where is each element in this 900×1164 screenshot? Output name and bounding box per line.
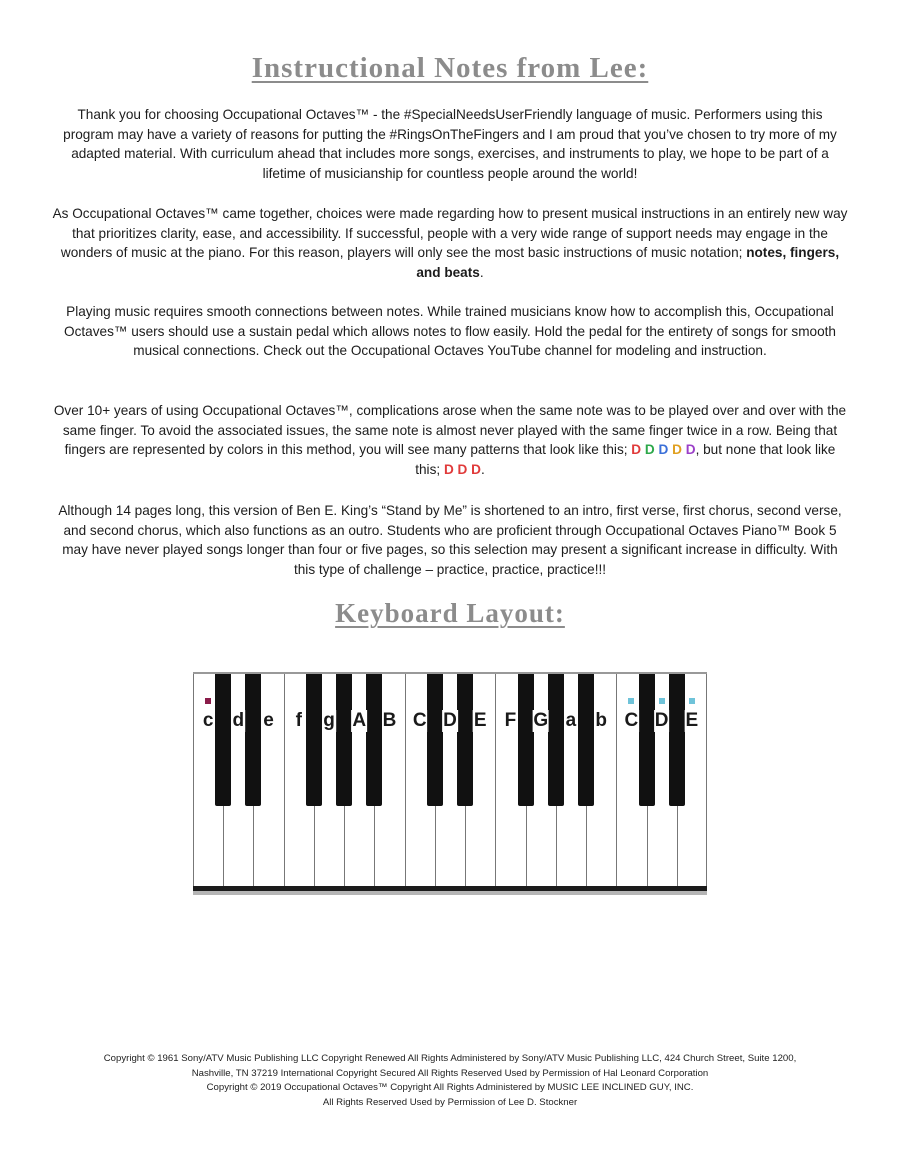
bad-pattern-letter: D <box>443 461 454 477</box>
black-key <box>518 674 534 806</box>
copyright-line: All Rights Reserved Used by Permission of Lee D. Stockner <box>322 1096 578 1108</box>
notation-end: . <box>479 264 484 280</box>
song-length-paragraph: Although 14 pages long, this version of Ben E. King’s “Stand by Me” is shortened to an intro, first verse, first chorus, second verse, and second chorus, which also functions as an outro. Students who are proficient through Occupational Octaves Piano™ Book 5 may have never played songs longer than four or five pages, so this selection may present a significant increase in difficulty. With this type of challenge – practice, practice, practice!!! <box>58 503 842 577</box>
notation-text: As Occupational Octaves™ came together, choices were made regarding how to present musical instructions in an entirely new way that prioritizes clarity, ease, and accessibility. If successful, people with a very wide range of support needs may engage in the wonders of music at the piano. For this reason, players will only see the most basic instructions of music notation; <box>52 206 848 261</box>
black-key <box>336 674 352 806</box>
copyright-line: Copyright © 2019 Occupational Octaves™ Copyright All Rights Administered by MUSIC LEE INCLINED GUY, INC. <box>206 1082 694 1094</box>
black-key <box>215 674 231 806</box>
key-label: D <box>654 710 669 731</box>
intro-paragraph: Thank you for choosing Occupational Octaves™ - the #SpecialNeedsUserFriendly language of music. Performers using this program may have a variety of reasons for putting the #RingsOnTheFingers and I am proud that you’ve chosen to try more of my adapted material. With curriculum ahead that includes more songs, exercises, and instruments to play, we hope to be part of a lifetime of musicianship for countless people around the world! <box>63 107 837 181</box>
black-key <box>306 674 322 806</box>
black-key <box>639 674 655 806</box>
black-key <box>245 674 261 806</box>
good-pattern-letter: D <box>685 442 696 458</box>
black-key <box>578 674 594 806</box>
notation-paragraph <box>52 204 848 282</box>
key-marker-icon <box>659 698 665 704</box>
key-label: c <box>202 710 214 731</box>
piano-keyboard <box>193 672 707 898</box>
good-pattern <box>631 442 695 457</box>
key-label: C <box>412 710 427 731</box>
good-pattern-letter: D <box>644 442 655 458</box>
pattern-middle-text: , but none that look like this; <box>415 442 836 477</box>
black-key <box>548 674 564 806</box>
key-label: d <box>232 710 245 731</box>
keyboard-bottom-shadow <box>193 891 707 895</box>
bad-pattern-letter: D <box>457 461 468 477</box>
key-label: e <box>263 710 274 731</box>
copyright-line: Copyright © 1961 Sony/ATV Music Publishing LLC Copyright Renewed All Rights Administered by Sony/ATV Music Publishing LLC, 424 Church Street, Suite 1200, <box>103 1053 797 1064</box>
good-pattern-letter: D <box>672 442 682 458</box>
finger-pattern-text: Over 10+ years of using Occupational Octaves™, complications arose when the same note was to be played over and over with the same finger. To avoid the associated issues, the same note is almost never played with the same finger twice in a row. Being that fingers are represented by colors in this method, you will see many patterns that look like this; <box>53 403 847 458</box>
pedal-paragraph: Playing music requires smooth connections between notes. While trained musicians know how to accomplish this, Occupational Octaves™ users should use a sustain pedal which allows notes to flow easily. Hold the pedal for the entirety of songs for smooth musical connections. Check out the Occupational Octaves YouTube channel for modeling and instruction. <box>64 304 836 359</box>
key-label: C <box>624 710 639 731</box>
key-label: B <box>382 710 397 731</box>
bad-pattern <box>444 462 481 477</box>
key-label: E <box>473 710 487 731</box>
notation-bold-text: notes, fingers, and beats <box>416 245 840 280</box>
finger-pattern-paragraph <box>52 401 848 479</box>
key-label: F <box>504 710 517 731</box>
bad-pattern-letter: D <box>471 461 481 477</box>
black-key <box>457 674 473 806</box>
good-pattern-letter: D <box>631 442 642 458</box>
key-marker-icon <box>689 698 695 704</box>
key-label: G <box>533 710 549 731</box>
key-label: f <box>295 710 302 731</box>
key-label: E <box>685 710 699 731</box>
black-key <box>427 674 443 806</box>
key-label: a <box>565 710 577 731</box>
key-label: D <box>443 710 457 731</box>
key-label: g <box>323 710 335 731</box>
good-pattern-letter: D <box>658 442 669 458</box>
key-marker-icon <box>205 698 211 704</box>
black-key <box>669 674 685 806</box>
key-label: A <box>352 710 367 731</box>
keyboard-layout-title: Keyboard Layout: <box>335 598 565 628</box>
key-label: b <box>595 710 607 731</box>
copyright-line: Nashville, TN 37219 International Copyright Secured All Rights Reserved Used by Permission of Hal Leonard Corporation <box>191 1067 709 1079</box>
key-marker-icon <box>628 698 634 704</box>
pattern-end: . <box>480 461 485 477</box>
page-title: Instructional Notes from Lee: <box>251 52 649 84</box>
black-key <box>366 674 382 806</box>
copyright-notice <box>40 1052 860 1110</box>
